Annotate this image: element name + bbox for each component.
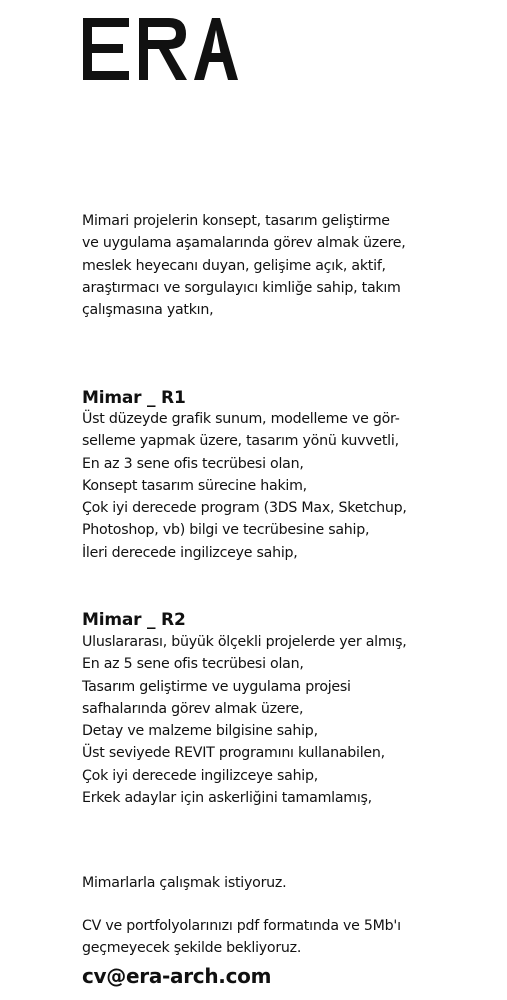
r2-line: Üst seviyede REVIT programını kullanabilen,: [82, 745, 385, 762]
cv-line: geçmeyecek şekilde bekliyoruz.: [82, 940, 302, 957]
r2-requirements: [82, 631, 502, 809]
r1-line: Konsept tasarım sürecine hakim,: [82, 477, 307, 494]
r1-line: Çok iyi derecede program (3DS Max, Sketchup,: [82, 500, 407, 517]
r1-line: selleme yapmak üzere, tasarım yönü kuvvetli,: [82, 433, 399, 450]
intro-line: çalışmasına yatkın,: [82, 302, 214, 319]
r2-line: Uluslararası, büyük ölçekli projelerde yer almış,: [82, 634, 407, 650]
intro-paragraph: [82, 210, 502, 321]
r1-line: İleri derecede ingilizceye sahip,: [82, 544, 298, 561]
r1-line: Üst düzeyde grafik sunum, modelleme ve gör-: [82, 411, 400, 427]
r2-line: Erkek adaylar için askerliğini tamamlamış,: [82, 790, 372, 807]
intro-line: meslek heyecanı duyan, gelişime açık, aktif,: [82, 257, 386, 274]
intro-line: Mimari projelerin konsept, tasarım geliştirme: [82, 213, 390, 229]
r2-title: Mimar _ R2: [82, 610, 186, 630]
r1-line: Photoshop, vb) bilgi ve tecrübesine sahip,: [82, 522, 370, 539]
cv-instructions: [82, 915, 502, 960]
era-logo: [83, 18, 238, 80]
r2-line: safhalarında görev almak üzere,: [82, 700, 304, 717]
closing-line: Mimarlarla çalışmak istiyoruz.: [82, 875, 287, 891]
r2-line: Detay ve malzeme bilgisine sahip,: [82, 723, 318, 740]
cv-line: CV ve portfolyolarınızı pdf formatında ve 5Mb'ı: [82, 918, 401, 934]
closing-paragraph: [82, 872, 502, 894]
contact-email[interactable]: cv@era-arch.com: [82, 964, 272, 988]
r2-line: Çok iyi derecede ingilizceye sahip,: [82, 767, 319, 784]
r2-line: Tasarım geliştirme ve uygulama projesi: [82, 678, 351, 695]
r1-requirements: [82, 408, 502, 564]
r1-line: En az 3 sene ofis tecrübesi olan,: [82, 455, 304, 472]
intro-line: araştırmacı ve sorgulayıcı kimliğe sahip, takım: [82, 279, 401, 296]
r2-line: En az 5 sene ofis tecrübesi olan,: [82, 656, 304, 673]
r1-title: Mimar _ R1: [82, 388, 186, 408]
intro-line: ve uygulama aşamalarında görev almak üzere,: [82, 235, 406, 252]
